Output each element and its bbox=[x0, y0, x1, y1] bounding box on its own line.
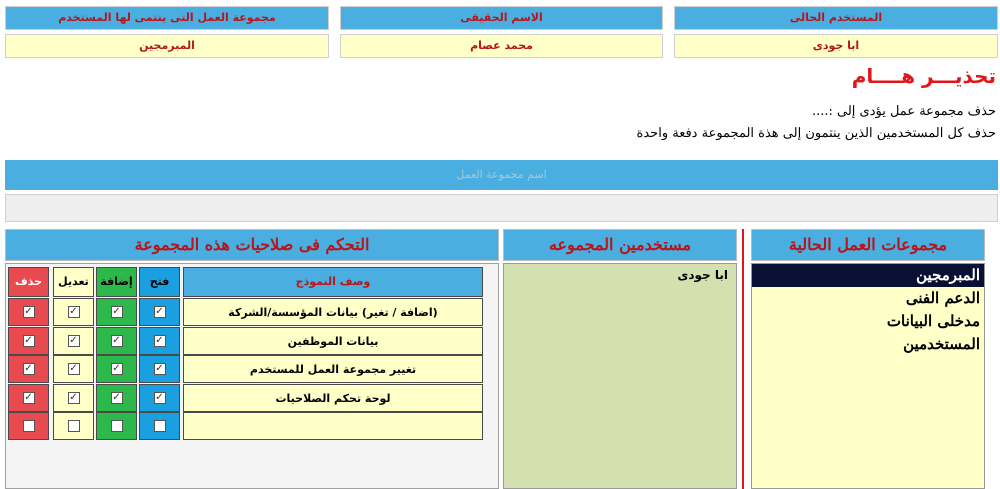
user-group-label: مجموعة العمل التى ينتمى لها المستخدم bbox=[5, 6, 329, 30]
cell-edit bbox=[53, 384, 94, 412]
open-checkbox[interactable] bbox=[154, 335, 166, 347]
group-item-data-entry[interactable]: مدخلى البيانات bbox=[886, 312, 980, 330]
add-checkbox[interactable] bbox=[111, 392, 123, 404]
real-name-label: الاسم الحقيقى bbox=[340, 6, 663, 30]
warning-line-2: حذف كل المستخدمين الذين ينتمون إلى هذة المجموعة دفعة واحدة bbox=[636, 126, 996, 141]
current-user-label: المستخدم الحالى bbox=[674, 6, 998, 30]
current-user-field[interactable]: ابا جودى bbox=[674, 34, 998, 58]
row-description[interactable]: بيانات الموظفين bbox=[183, 327, 483, 355]
warning-title: تحذيـــر هــــام bbox=[851, 64, 996, 88]
cell-delete bbox=[8, 384, 49, 412]
col-header-delete[interactable]: حذف bbox=[8, 267, 49, 297]
panel-divider bbox=[742, 229, 744, 489]
add-checkbox[interactable] bbox=[111, 306, 123, 318]
cell-delete bbox=[8, 355, 49, 383]
add-checkbox[interactable] bbox=[111, 420, 123, 432]
open-checkbox[interactable] bbox=[154, 392, 166, 404]
cell-add bbox=[96, 327, 137, 355]
open-checkbox[interactable] bbox=[154, 420, 166, 432]
row-description[interactable]: لوحة تحكم الصلاحيات bbox=[183, 384, 483, 412]
add-checkbox[interactable] bbox=[111, 363, 123, 375]
delete-checkbox[interactable] bbox=[23, 420, 35, 432]
group-item-programmers[interactable]: المبرمجين bbox=[752, 264, 984, 287]
row-description[interactable]: (اضافة / تغير) بيانات المؤسسة/الشركة bbox=[183, 298, 483, 326]
open-checkbox[interactable] bbox=[154, 306, 166, 318]
delete-checkbox[interactable] bbox=[23, 335, 35, 347]
edit-checkbox[interactable] bbox=[68, 335, 80, 347]
cell-edit bbox=[53, 355, 94, 383]
cell-delete bbox=[8, 327, 49, 355]
edit-checkbox[interactable] bbox=[68, 420, 80, 432]
warning-line-1: حذف مجموعة عمل يؤدى إلى :.... bbox=[811, 104, 996, 119]
delete-checkbox[interactable] bbox=[23, 363, 35, 375]
edit-checkbox[interactable] bbox=[68, 392, 80, 404]
open-checkbox[interactable] bbox=[154, 363, 166, 375]
permissions-panel-title: التحكم فى صلاحيات هذه المجموعة bbox=[5, 229, 499, 261]
cell-add bbox=[96, 384, 137, 412]
cell-add bbox=[96, 412, 137, 440]
edit-checkbox[interactable] bbox=[68, 363, 80, 375]
cell-open bbox=[139, 327, 180, 355]
cell-edit bbox=[53, 327, 94, 355]
col-header-description[interactable]: وصف النموذج bbox=[183, 267, 483, 297]
cell-open bbox=[139, 298, 180, 326]
groups-panel-title: مجموعات العمل الحالية bbox=[751, 229, 985, 261]
users-panel-title: مستخدمين المجموعه bbox=[503, 229, 737, 261]
groups-list[interactable] bbox=[751, 263, 985, 489]
row-description[interactable]: تغيير مجموعة العمل للمستخدم bbox=[183, 355, 483, 383]
cell-open bbox=[139, 355, 180, 383]
group-name-label: اسم مجموعة العمل bbox=[5, 160, 998, 190]
delete-checkbox[interactable] bbox=[23, 392, 35, 404]
group-item-users[interactable]: المستخدمين bbox=[903, 335, 980, 353]
cell-add bbox=[96, 355, 137, 383]
col-header-open[interactable]: فتح bbox=[139, 267, 180, 297]
cell-add bbox=[96, 298, 137, 326]
edit-checkbox[interactable] bbox=[68, 306, 80, 318]
user-group-field[interactable]: المبرمجين bbox=[5, 34, 329, 58]
real-name-field[interactable]: محمد عصام bbox=[340, 34, 663, 58]
cell-open bbox=[139, 384, 180, 412]
add-checkbox[interactable] bbox=[111, 335, 123, 347]
cell-open bbox=[139, 412, 180, 440]
col-header-edit[interactable]: تعديل bbox=[53, 267, 94, 297]
delete-checkbox[interactable] bbox=[23, 306, 35, 318]
cell-edit bbox=[53, 412, 94, 440]
user-item[interactable]: ابا جودى bbox=[677, 268, 728, 282]
cell-edit bbox=[53, 298, 94, 326]
group-item-tech-support[interactable]: الدعم الفنى bbox=[905, 289, 980, 307]
row-description[interactable] bbox=[183, 412, 483, 440]
group-name-input[interactable] bbox=[5, 194, 998, 222]
cell-delete bbox=[8, 412, 49, 440]
col-header-add[interactable]: إضافة bbox=[96, 267, 137, 297]
group-users-list[interactable] bbox=[503, 263, 737, 489]
cell-delete bbox=[8, 298, 49, 326]
